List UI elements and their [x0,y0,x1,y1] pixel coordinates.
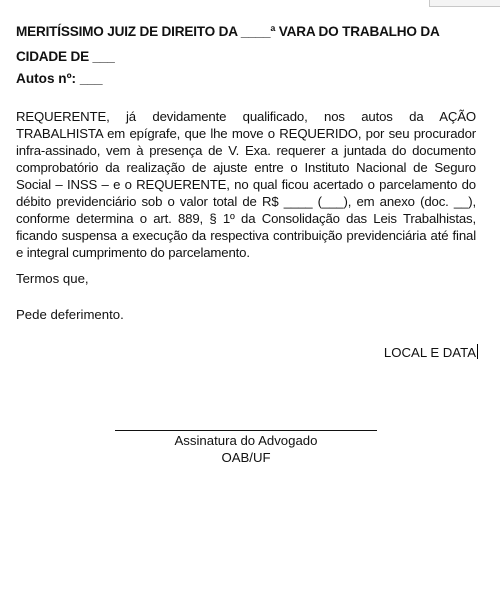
signature-oab: OAB/UF [221,450,271,465]
signature-line [115,430,377,431]
signature-label: Assinatura do Advogado [174,433,318,448]
document-heading: MERITÍSSIMO JUIZ DE DIREITO DA ____ª VARA DO TRABALHO DA CIDADE DE ___ [16,24,440,64]
local-date-text: LOCAL E DATA [383,345,476,360]
closing-line-request: Pede deferimento. [16,307,124,322]
signature-block [115,432,377,466]
window-corner-fragment [429,0,500,7]
closing-line-terms: Termos que, [16,271,89,286]
text-cursor [477,344,478,359]
case-number-label: Autos nº: ___ [16,71,103,86]
petition-body-paragraph: REQUERENTE, já devidamente qualificado, nos autos da AÇÃO TRABALHISTA em epígrafe, que lhe move o REQUERIDO, por seu procurador infra-assinado, vem à presença de V. Exa. requerer a juntada do documento comprobatório da realização de ajuste entre o Instituto Nacional de Seguro Social – INSS – e o REQUERENTE, no qual ficou acertado o parcelamento do débito previdenciário sob o valor total de R$ ____ (___), em anexo (doc. __), conforme determina o art. 889, § 1º da Consolidação das Leis Trabalhistas, ficando suspensa a execução da respectiva contribuição previdenciária até final e integral cumprimento do parcelamento. [16,109,476,260]
local-date-line[interactable] [384,344,478,360]
